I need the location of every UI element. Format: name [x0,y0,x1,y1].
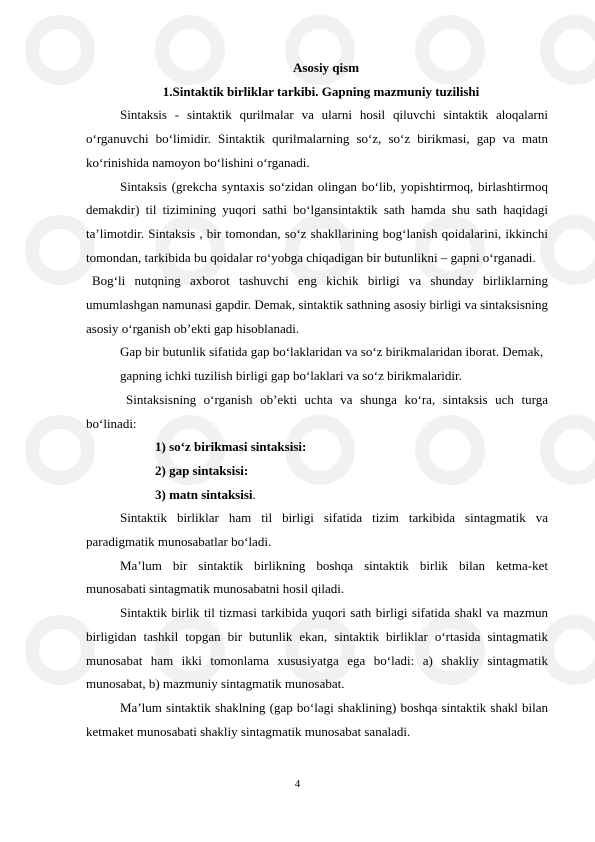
page-number: 4 [294,778,301,790]
paragraph-9: Ma’lum sintaktik shaklning (gap bo‘lagi shaklining) boshqa sintaktik shakl bilan ketmaket munosabati shakliy sintagmatik munosabat sanaladi. [86,699,548,739]
paragraph-8: Sintaktik birlik til tizmasi tarkibida yuqori sath birligi sifatida shakl va mazmun birligidan tashkil topgan bir butunlik ekan, sintaktik birliklar o‘rtasida sintagmatik munosabat ham ikki tomonlama xususiyatga ega bo‘ladi: a) shakliy sintagmatik munosabat, b) mazmuniy sintagmatik munosabat. [86,605,548,692]
paragraph-5: Sintaksisning o‘rganish ob’ekti uchta va shunga ko‘ra, sintaksis uch turga bo‘linadi: [86,391,548,431]
document-body [86,56,548,743]
section-heading: Asosiy qism [292,60,360,75]
paragraph-2: Sintaksis (grekcha syntaxis so‘zidan olingan bo‘lib, yopishtirmoq, birlashtirmoq demakdir) til tizimining yuqori sathi bo‘lgansintaktik sath hamda shu sath haqidagi ta’limotdir. Sintaksis , bir tomondan, so‘z shakllarining bog‘lanish qoidalarini, ikkinchi tomondan, tarkibida bu qoidalar ro‘yobga chiqadigan bir butunlikni – gapni o‘rganadi. [86,178,548,265]
list-item-3-label: 3) matn sintaksisi [155,486,253,502]
section-subheading: 1.Sintaktik birliklar tarkibi. Gapning mazmuniy tuzilishi [162,83,480,99]
paragraph-7: Ma’lum bir sintaktik birlikning boshqa sintaktik birlik bilan ketma-ket munosabati sintagmatik munosabatni hosil qiladi. [86,557,548,597]
paragraph-1: Sintaksis - sintaktik qurilmalar va ularni hosil qiluvchi sintaktik aloqalarni o‘rganuvchi bo‘limidir. Sintaktik qurilmalarning so‘z, so‘z birikmasi, gap va matn ko‘rinishida namoyon bo‘lishini o‘rganadi. [86,107,548,170]
paragraph-4: Gap bir butunlik sifatida gap bo‘laklaridan va so‘z birikmalaridan iborat. Demak, gapning ichki tuzilish birligi gap bo‘laklari va so‘z birikmalaridir. [120,344,544,384]
list-item-3-suffix: . [252,486,256,502]
list-item-2: 2) gap sintaksisi: [155,462,249,478]
paragraph-6: Sintaktik birliklar ham til birligi sifatida tizim tarkibida sintagmatik va paradigmatik munosabatlar bo‘ladi. [86,510,548,550]
paragraph-3: Bog‘li nutqning axborot tashuvchi eng kichik birligi va shunday birliklarning umumlashgan namunasi gapdir. Demak, sintaktik sathning asosiy birligi va sintaksisning asosiy o‘rganish ob’ekti gap hisoblanadi. [86,273,548,336]
list-item-3 [86,483,548,507]
list-item-1: 1) so‘z birikmasi sintaksisi: [155,439,307,455]
